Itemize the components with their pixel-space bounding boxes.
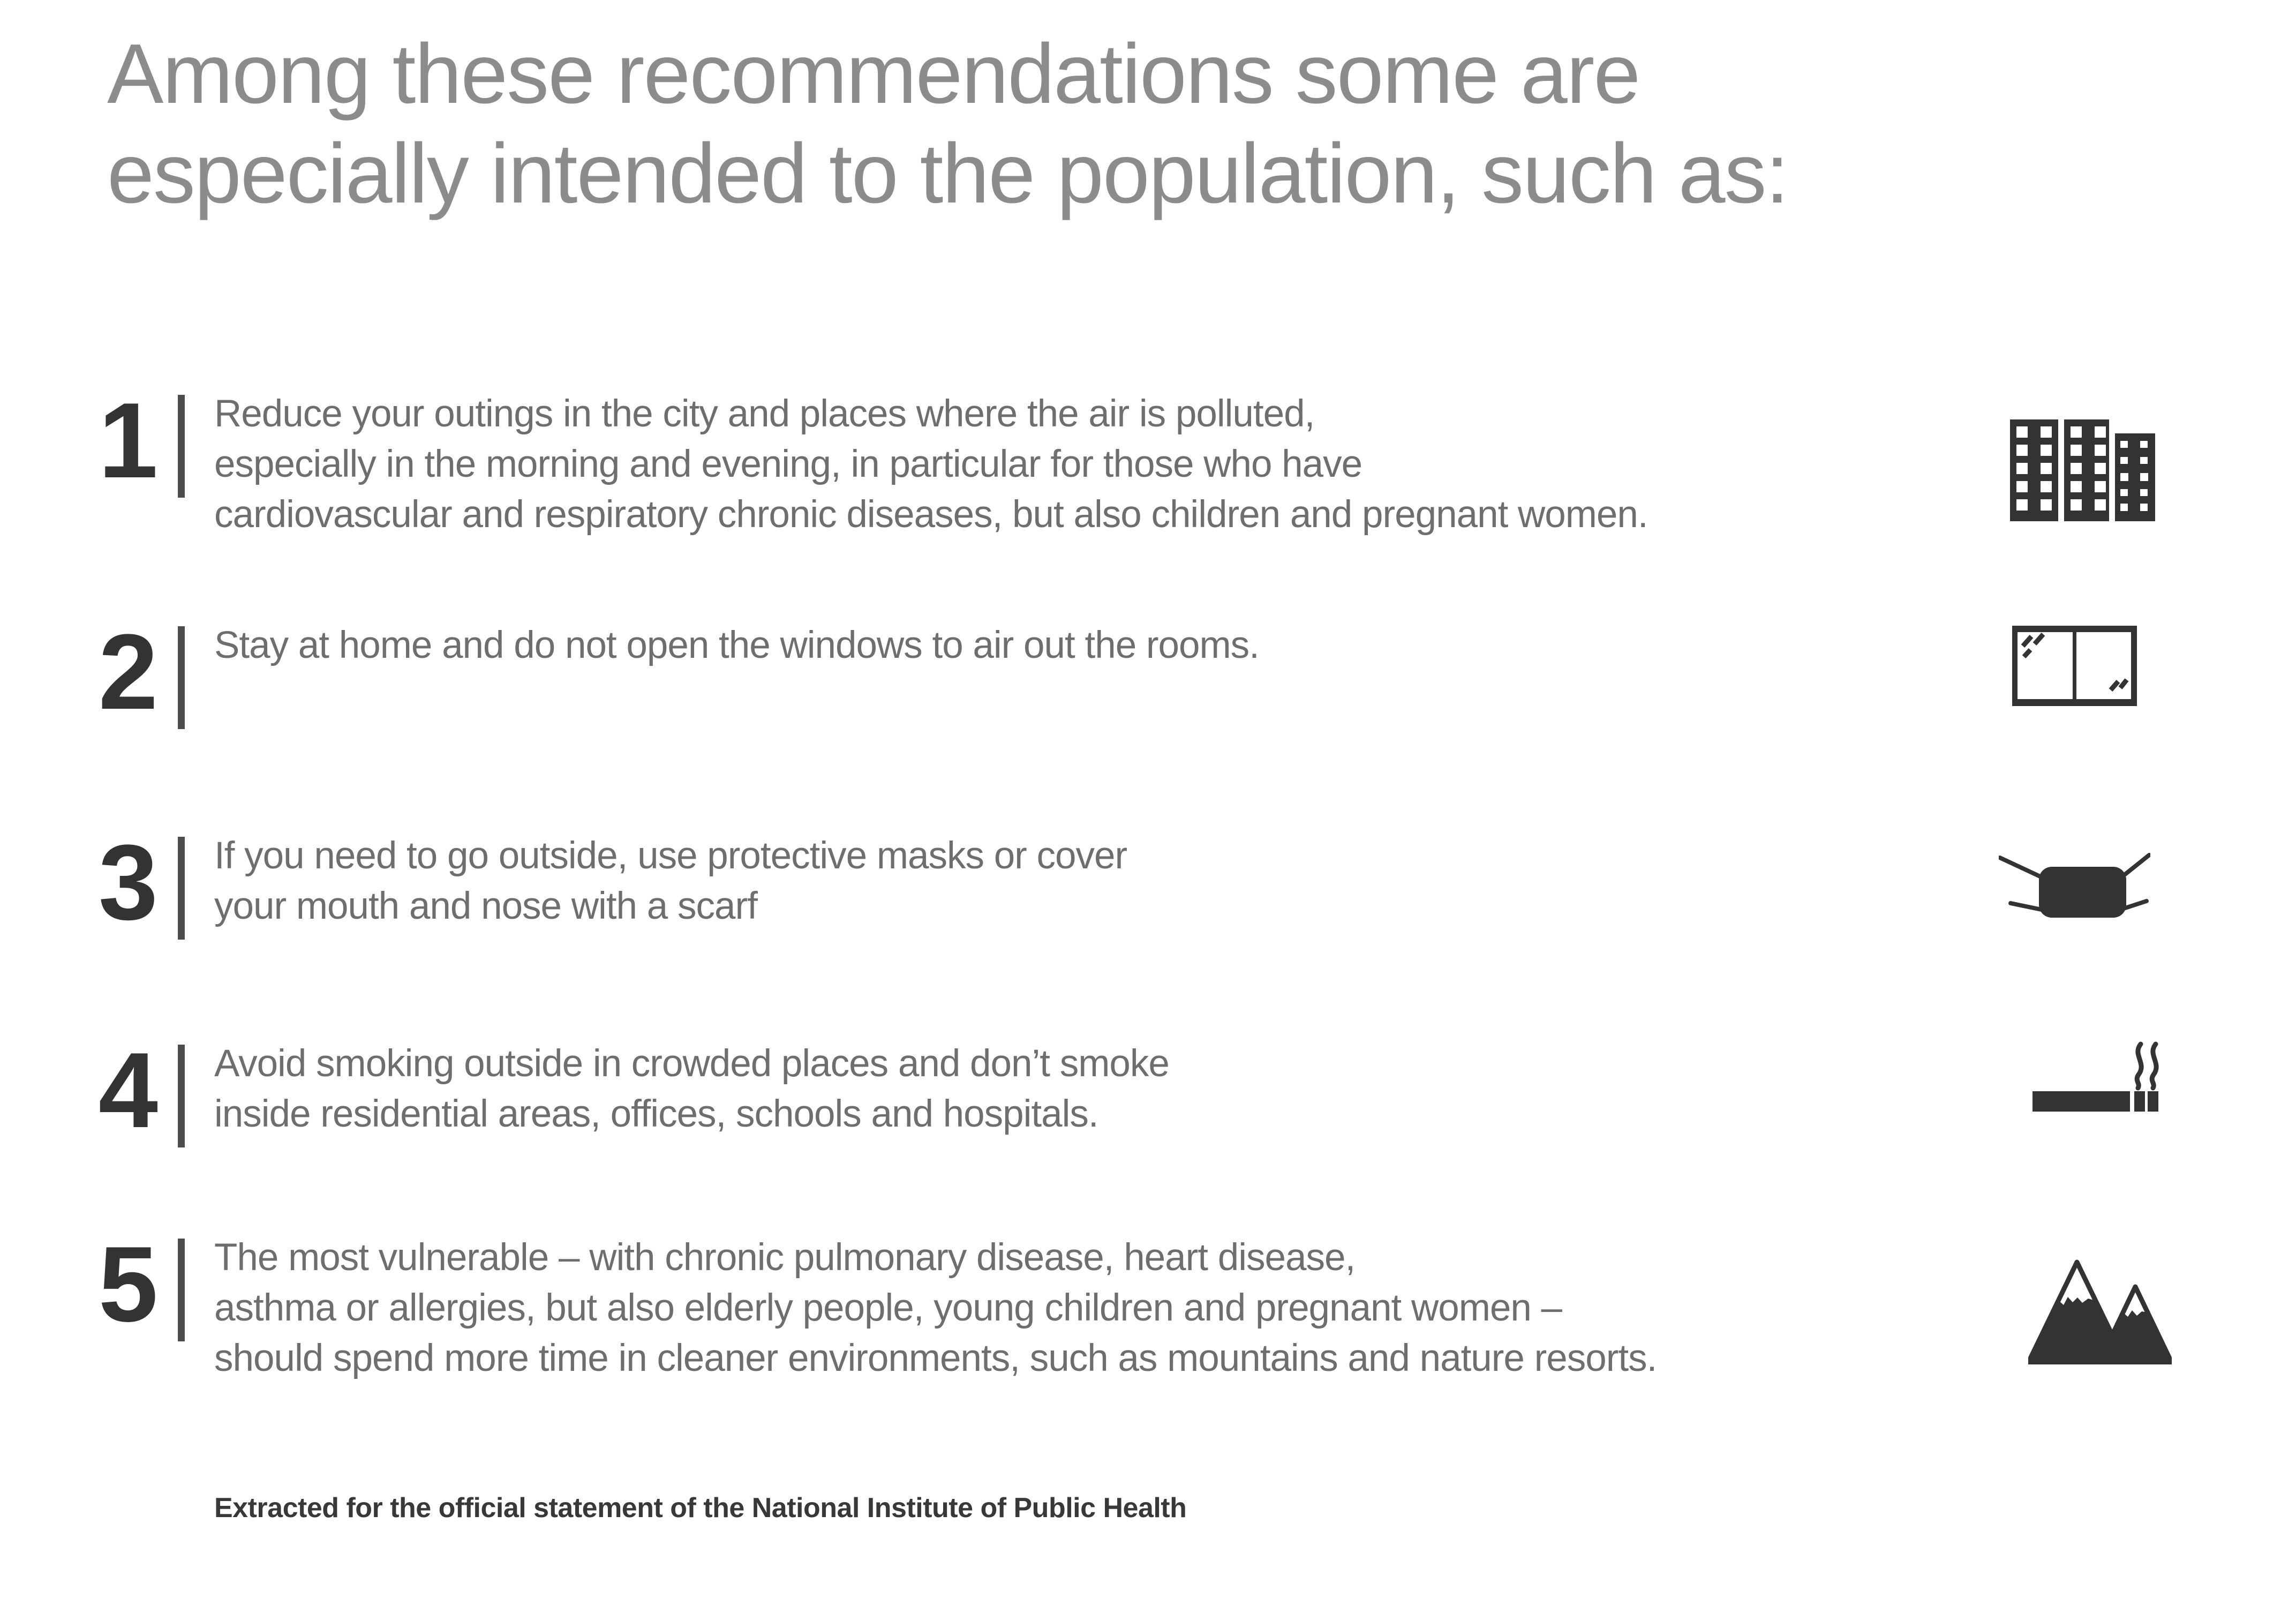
page-title-line-1: Among these recommendations some are [107,27,1640,121]
item-text-line: cardiovascular and respiratory chronic diseases, but also children and pregnant women. [214,493,1648,536]
item-text-line: Stay at home and do not open the windows to air out the rooms. [214,624,1259,666]
item-number: 1 [98,381,158,500]
cigarette-icon [2032,1041,2161,1113]
item-number: 4 [98,1031,158,1150]
page-title-line-2: especially intended to the population, such as: [107,126,1788,221]
item-text-line: your mouth and nose with a scarf [214,885,757,927]
item-text-line: inside residential areas, offices, schools and hospitals. [214,1093,1098,1135]
window-icon [2012,626,2137,706]
divider-bar [178,626,185,729]
item-number: 5 [98,1225,158,1344]
item-number: 3 [98,823,158,942]
item-text-line: Reduce your outings in the city and places where the air is polluted, [214,393,1315,435]
source-note: Extracted for the official statement of the National Institute of Public Health [214,1492,1187,1524]
item-text [214,620,1992,671]
divider-bar [178,837,185,940]
item-text [214,389,1992,540]
mountains-icon [2028,1259,2172,1364]
item-text [214,831,1992,932]
item-text-line: asthma or allergies, but also elderly people, young children and pregnant women – [214,1287,1562,1329]
item-text-line: If you need to go outside, use protective masks or cover [214,835,1127,877]
item-text-line: should spend more time in cleaner environments, such as mountains and nature resorts. [214,1337,1657,1379]
item-number: 2 [98,612,158,732]
city-buildings-icon [2010,419,2155,521]
divider-bar [178,1239,185,1341]
item-text-line: The most vulnerable – with chronic pulmonary disease, heart disease, [214,1236,1356,1279]
divider-bar [178,1045,185,1147]
protective-mask-icon [1999,851,2150,923]
divider-bar [178,395,185,498]
item-text [214,1039,1992,1139]
item-text-line: Avoid smoking outside in crowded places and don’t smoke [214,1042,1169,1085]
item-text [214,1233,1992,1384]
page-title [107,24,1788,223]
item-text-line: especially in the morning and evening, in particular for those who have [214,443,1362,485]
